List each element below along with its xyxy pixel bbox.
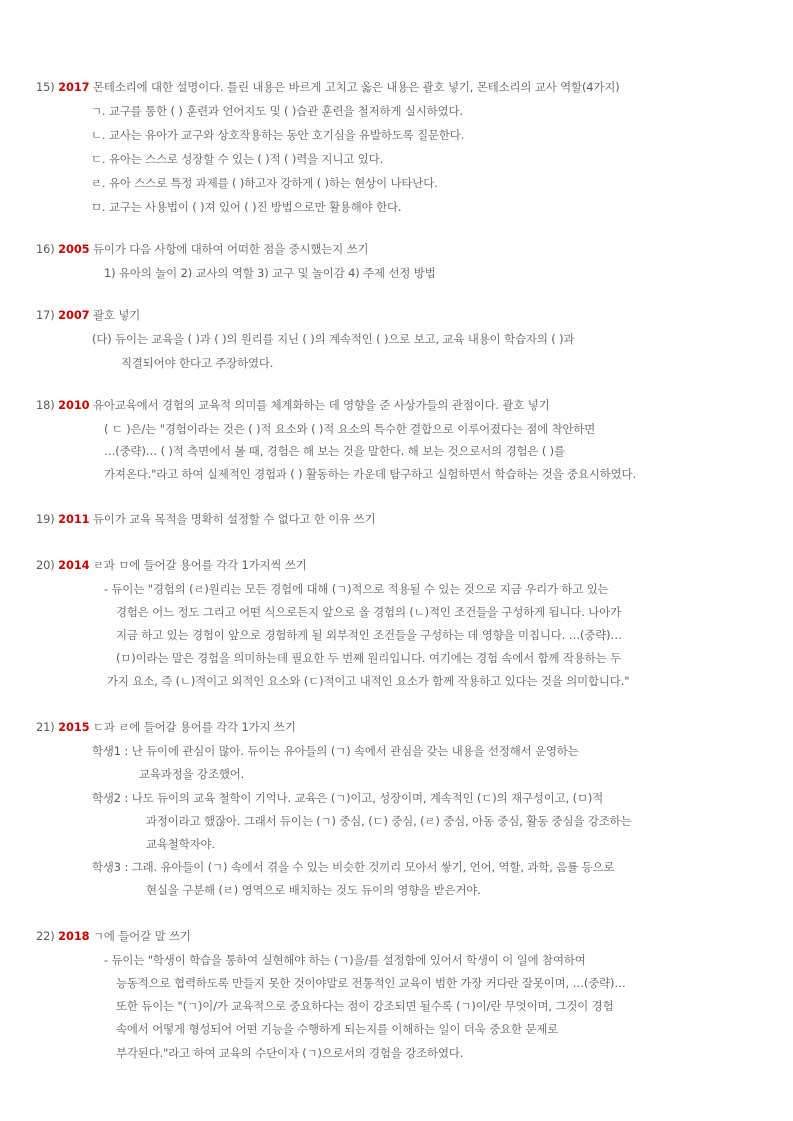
exam-year: 2015: [58, 720, 90, 734]
question-number: 17): [36, 308, 55, 322]
item-line: 지금 하고 있는 경험이 앞으로 경험하게 될 외부적인 조건들을 구성하는 데 영향을 미칩니다. …(중략)…: [116, 628, 622, 642]
item-line: ㅁ. 교구는 사용법이 ( )져 있어 ( )진 방법으로만 활용해야 한다.: [91, 200, 402, 214]
item-line: 가져온다."라고 하여 실제적인 경험과 ( ) 활동하는 가운데 탐구하고 실험하면서 학습하는 것을 중요시하였다.: [104, 467, 636, 481]
exam-year: 2005: [58, 242, 90, 256]
item-line: …(중략)… ( )적 측면에서 볼 때, 경험은 해 보는 것을 말한다. 해 보는 것으로서의 경험은 ( )를: [104, 444, 565, 458]
item-line: - 듀이는 "경험의 (ㄹ)원리는 모든 경험에 대해 (ㄱ)적으로 적용될 수 있는 것으로 지금 우리가 하고 있는: [104, 582, 609, 596]
question-title: ㄱ에 들어갈 말 쓰기: [93, 929, 191, 943]
question-header: [36, 928, 191, 944]
item-line: 현실을 구분해 (ㄹ) 영역으로 배치하는 것도 듀이의 영향을 받은거야.: [146, 883, 481, 897]
item-line: ㄹ. 유아 스스로 특정 과제를 ( )하고자 강하게 ( )하는 현상이 나타난다.: [91, 176, 438, 190]
question-number: 19): [36, 512, 55, 526]
exam-year: 2017: [58, 80, 90, 94]
item-line: 또한 듀이는 "(ㄱ)이/가 교육적으로 중요하다는 점이 강조되면 될수록 (ㄱ)이/란 무엇이며, 그것이 경험: [116, 999, 614, 1013]
question-header: [36, 307, 140, 323]
question-title: ㄷ과 ㄹ에 들어갈 용어를 각각 1가지 쓰기: [93, 720, 296, 734]
question-number: 21): [36, 720, 55, 734]
item-line: 과정이라고 했잖아. 그래서 듀이는 (ㄱ) 중심, (ㄷ) 중심, (ㄹ) 중심, 아동 중심, 활동 중심을 강조하는: [146, 814, 632, 828]
exam-year: 2018: [58, 929, 90, 943]
question-number: 18): [36, 398, 55, 412]
item-line: (다) 듀이는 교육을 ( )과 ( )의 원리를 지닌 ( )의 계속적인 ( )으로 보고, 교육 내용이 학습자의 ( )과: [92, 332, 575, 346]
item-line: 학생3 : 그래. 유아들이 (ㄱ) 속에서 겪을 수 있는 비슷한 것끼리 모아서 쌓기, 언어, 역할, 과학, 음률 등으로: [92, 860, 615, 874]
exam-year: 2010: [58, 398, 90, 412]
question-title: 유아교육에서 경험의 교육적 의미를 체계화하는 데 영향을 준 사상가들의 관점이다. 괄호 넣기: [93, 398, 550, 412]
question-number: 22): [36, 929, 55, 943]
item-line: 능동적으로 협력하도록 만들지 못한 것이야말로 전통적인 교육이 범한 가장 커다란 잘못이며, …(중략)…: [116, 976, 626, 990]
item-line: 직결되어야 한다고 주장하였다.: [121, 356, 274, 370]
question-number: 16): [36, 242, 55, 256]
question-title: ㄹ과 ㅁ에 들어갈 용어를 각각 1가지씩 쓰기: [93, 558, 307, 572]
question-title: 몬테소리에 대한 설명이다. 틀린 내용은 바르게 고치고 옳은 내용은 괄호 넣기, 몬테소리의 교사 역할(4가지): [93, 80, 620, 94]
item-line: 1) 유아의 놀이 2) 교사의 역할 3) 교구 및 놀이감 4) 주제 선정 방법: [104, 266, 436, 280]
exam-year: 2014: [58, 558, 90, 572]
item-line: ㄴ. 교사는 유아가 교구와 상호작용하는 동안 호기심을 유발하도록 질문한다.: [91, 128, 465, 142]
item-line: 학생2 : 나도 듀이의 교육 철학이 기억나. 교육은 (ㄱ)이고, 성장이며, 계속적인 (ㄷ)의 재구성이고, (ㅁ)적: [92, 791, 604, 805]
item-line: ㄱ. 교구를 통한 ( ) 훈련과 언어지도 및 ( )습관 훈련을 철저하게 실시하였다.: [91, 104, 463, 118]
item-line: 경험은 어느 정도 그리고 어떤 식으로든지 앞으로 올 경험의 (ㄴ)적인 조건들을 구성하게 됩니다. 나아가: [116, 605, 622, 619]
item-line: 부각된다."라고 하여 교육의 수단이자 (ㄱ)으로서의 경험을 강조하였다.: [116, 1046, 464, 1060]
question-header: [36, 397, 550, 413]
exam-year: 2007: [58, 308, 90, 322]
exam-year: 2011: [58, 512, 90, 526]
question-number: 15): [36, 80, 55, 94]
item-line: ( ㄷ )은/는 "경험이라는 것은 ( )적 요소와 ( )적 요소의 특수한 결합으로 이루어졌다는 점에 착안하면: [104, 422, 596, 436]
question-header: [36, 557, 307, 573]
item-line: 가지 요소, 즉 (ㄴ)적이고 외적인 요소와 (ㄷ)적이고 내적인 요소가 함께 작용하고 있다는 것을 의미합니다.": [107, 674, 630, 688]
item-line: - 듀이는 "학생이 학습을 통하여 실현해야 하는 (ㄱ)을/를 설정함에 있어서 학생이 이 일에 참여하여: [104, 953, 586, 967]
question-header: [36, 719, 296, 735]
question-title: 괄호 넣기: [93, 308, 141, 322]
question-header: [36, 79, 620, 95]
item-line: 속에서 어떻게 형성되어 어떤 기능을 수행하게 되는지를 이해하는 일이 더욱 중요한 문제로: [116, 1022, 559, 1036]
question-number: 20): [36, 558, 55, 572]
question-header: [36, 511, 375, 527]
item-line: ㄷ. 유아는 스스로 성장할 수 있는 ( )적 ( )력을 지니고 있다.: [91, 152, 384, 166]
question-title: 듀이가 교육 목적을 명확히 설정할 수 없다고 한 이유 쓰기: [93, 512, 376, 526]
item-line: 학생1 : 난 듀이에 관심이 많아. 듀이는 유아들의 (ㄱ) 속에서 관심을 갖는 내용을 선정해서 운영하는: [92, 744, 579, 758]
item-line: 교육과정을 강조했어.: [139, 767, 245, 781]
item-line: (ㅁ)이라는 말은 경험을 의미하는데 필요한 두 번째 원리입니다. 여기에는 경험 속에서 함께 작용하는 두: [116, 651, 622, 665]
question-header: [36, 241, 368, 257]
question-title: 듀이가 다음 사항에 대하여 어떠한 점을 중시했는지 쓰기: [93, 242, 369, 256]
item-line: 교육철학자야.: [146, 837, 215, 851]
